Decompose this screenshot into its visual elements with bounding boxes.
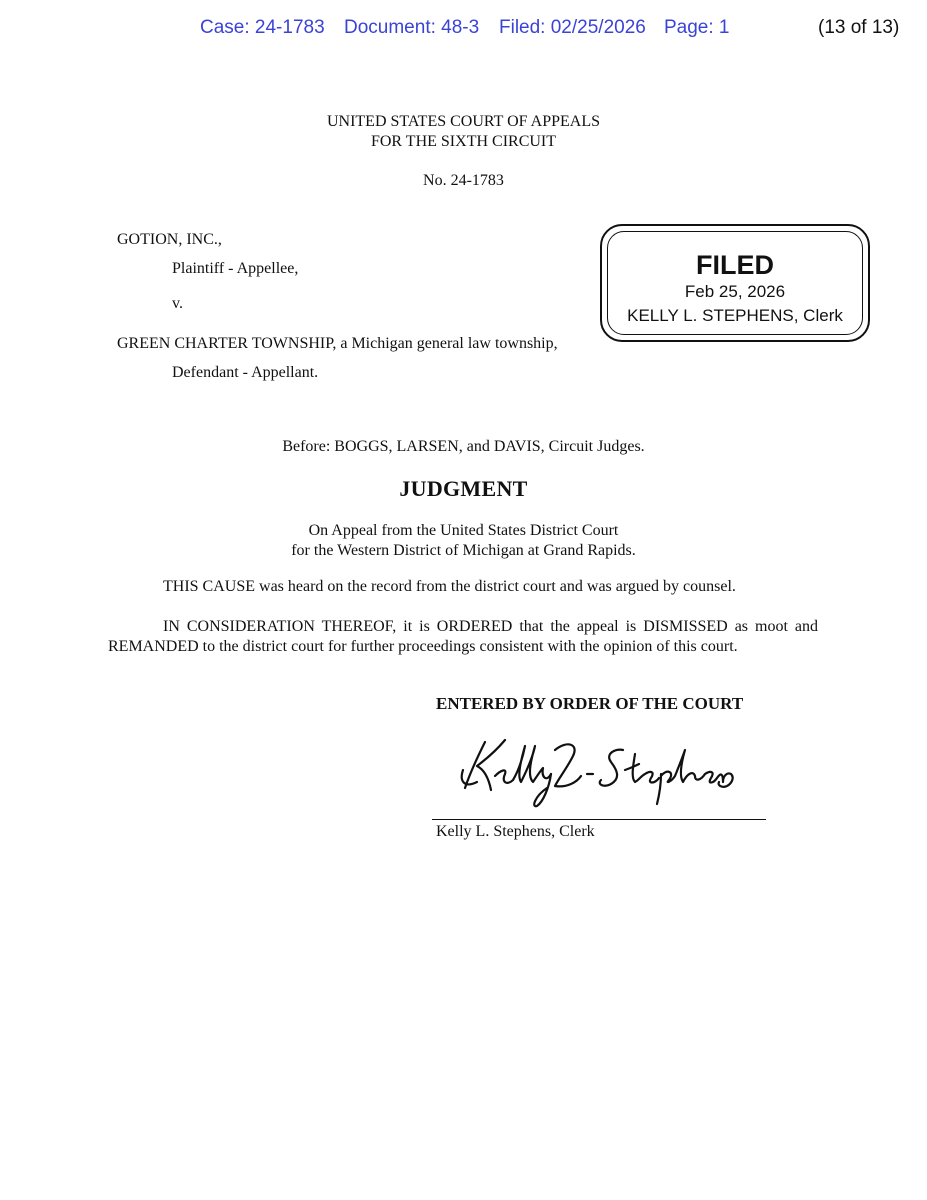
appeal-from-line2: for the Western District of Michigan at Grand Rapids.: [291, 542, 636, 559]
case-number: No. 24-1783: [423, 172, 504, 189]
defendant-role: Defendant - Appellant.: [172, 364, 319, 381]
plaintiff-name: GOTION, INC.,: [117, 231, 222, 248]
appeal-from-line1: On Appeal from the United States District Court: [308, 522, 619, 539]
court-name-line2: FOR THE SIXTH CIRCUIT: [370, 133, 557, 150]
filed-stamp-date: Feb 25, 2026: [684, 282, 786, 301]
filed-stamp-clerk: KELLY L. STEPHENS, Clerk: [627, 306, 843, 325]
court-name-line1: UNITED STATES COURT OF APPEALS: [326, 113, 601, 130]
order-paragraph-line1: IN CONSIDERATION THEREOF, it is ORDERED that the appeal is DISMISSED as moot and: [163, 618, 818, 635]
ecf-page-count: (13 of 13): [818, 17, 900, 38]
clerk-signature: [455, 730, 745, 810]
defendant-name: GREEN CHARTER TOWNSHIP, a Michigan general law township,: [117, 335, 558, 352]
clerk-printed-name: Kelly L. Stephens, Clerk: [436, 823, 595, 840]
filed-stamp-title: FILED: [696, 250, 774, 280]
ecf-case-number: Case: 24-1783: [200, 17, 325, 38]
versus: v.: [172, 295, 183, 312]
panel-judges: Before: BOGGS, LARSEN, and DAVIS, Circuit Judges.: [282, 438, 645, 455]
signature-line: [432, 819, 766, 820]
entered-by-order: ENTERED BY ORDER OF THE COURT: [436, 694, 744, 713]
order-paragraph-line2: REMANDED to the district court for further proceedings consistent with the opinion of this court.: [108, 638, 738, 655]
ecf-filed-date: Filed: 02/25/2026: [499, 17, 646, 38]
filed-stamp-inner-border: [607, 231, 863, 335]
judgment-heading: JUDGMENT: [399, 476, 528, 501]
cause-paragraph: THIS CAUSE was heard on the record from the district court and was argued by counsel.: [163, 578, 736, 595]
plaintiff-role: Plaintiff - Appellee,: [172, 260, 299, 277]
ecf-page-number: Page: 1: [664, 17, 730, 38]
filed-stamp: [600, 224, 870, 342]
ecf-document-number: Document: 48-3: [344, 17, 480, 38]
